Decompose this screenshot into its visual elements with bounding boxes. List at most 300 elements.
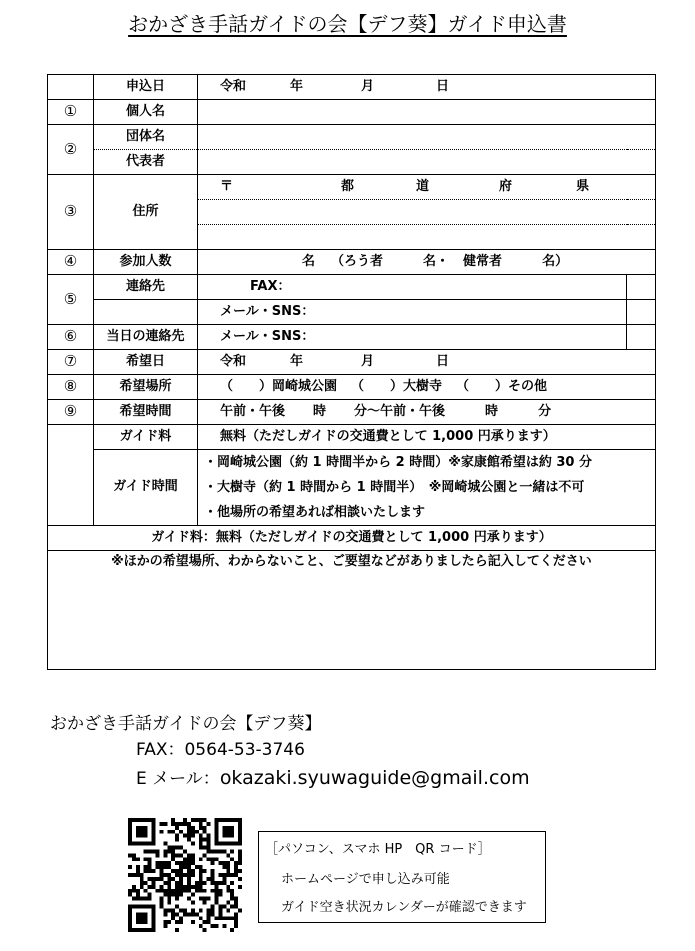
qr-module <box>163 861 167 865</box>
qr-module <box>179 846 183 850</box>
qr-module <box>167 885 171 889</box>
qr-module <box>183 857 187 861</box>
qr-module <box>152 849 156 853</box>
row-desired-time: ⑨ 希望時間 午前・午後 時 分～午前・午後 時 分 <box>48 400 656 425</box>
qr-module <box>195 912 199 916</box>
row-guide-time <box>48 450 656 526</box>
qr-module <box>222 877 226 881</box>
field-desired-place[interactable]: （ ）岡崎城公園 （ ）大樹寺 （ ）その他 <box>198 375 656 400</box>
qr-module <box>183 865 187 869</box>
qr-module <box>144 865 148 869</box>
qr-module <box>159 897 163 901</box>
qr-module <box>179 908 183 912</box>
qr-module <box>132 873 136 877</box>
qr-module <box>159 904 163 908</box>
qr-module <box>195 881 199 885</box>
field-day-contact[interactable]: メール・SNS： <box>198 325 627 350</box>
qr-module <box>199 881 203 885</box>
qr-module <box>234 916 238 920</box>
qr-module <box>199 857 203 861</box>
qr-module <box>195 818 199 822</box>
qr-code-icon[interactable] <box>128 818 242 932</box>
qr-module <box>218 873 222 877</box>
row-representative <box>48 150 656 175</box>
qr-module <box>128 893 132 897</box>
qr-module <box>183 818 187 822</box>
qr-module <box>136 893 140 897</box>
qr-module <box>230 928 234 932</box>
qr-module <box>195 865 199 869</box>
guide-time-other: ・他場所の希望あれば相談いたします <box>204 505 426 520</box>
qr-module <box>163 853 167 857</box>
qr-module <box>222 924 226 928</box>
qr-module <box>211 881 215 885</box>
qr-module <box>128 853 132 857</box>
qr-module <box>191 893 195 897</box>
row-desired-place: ⑧ 希望場所 （ ）岡崎城公園 （ ）大樹寺 （ ）その他 <box>48 375 656 400</box>
qr-module <box>148 897 152 901</box>
qr-module <box>183 873 187 877</box>
qr-module <box>203 818 207 822</box>
qr-module <box>207 842 211 846</box>
qr-module <box>199 924 203 928</box>
qr-module <box>175 846 179 850</box>
label-participants: 参加人数 <box>94 250 198 275</box>
row-address-1: ③ 住所 〒 都 道 府 県 <box>48 175 656 200</box>
qr-module <box>203 830 207 834</box>
qr-module <box>179 865 183 869</box>
qr-module <box>163 873 167 877</box>
field-contact-mail[interactable]: メール・SNS： <box>198 300 627 325</box>
qr-module <box>199 877 203 881</box>
notes-field[interactable] <box>48 551 656 670</box>
qr-module <box>222 865 226 869</box>
qr-module <box>171 846 175 850</box>
qr-module <box>148 885 152 889</box>
qr-module <box>234 897 238 901</box>
qr-module <box>163 924 167 928</box>
qr-module <box>191 830 195 834</box>
field-representative[interactable] <box>198 150 656 175</box>
qr-module <box>230 857 234 861</box>
qr-module <box>195 889 199 893</box>
qr-module <box>222 916 226 920</box>
qr-module <box>183 885 187 889</box>
qr-module <box>218 916 222 920</box>
qr-module <box>226 853 230 857</box>
qr-module <box>226 908 230 912</box>
field-address-line-2[interactable] <box>198 200 656 225</box>
qr-module <box>203 826 207 830</box>
qr-module <box>226 885 230 889</box>
qr-module <box>156 865 160 869</box>
qr-module <box>187 869 191 873</box>
qr-module <box>175 838 179 842</box>
qr-module <box>159 822 163 826</box>
qr-module <box>191 912 195 916</box>
field-desired-time[interactable]: 午前・午後 時 分～午前・午後 時 分 <box>198 400 656 425</box>
qr-module <box>199 897 203 901</box>
footer-fax: FAX：0564-53-3746 <box>136 740 305 760</box>
qr-module <box>175 928 179 932</box>
qr-module <box>175 873 179 877</box>
qr-module <box>144 889 148 893</box>
qr-module <box>152 877 156 881</box>
label-representative: 代表者 <box>94 150 198 175</box>
qr-module <box>207 908 211 912</box>
qr-module <box>167 881 171 885</box>
qr-module <box>230 873 234 877</box>
qr-module <box>171 916 175 920</box>
label-personal-name: 個人名 <box>94 100 198 125</box>
qr-module <box>211 877 215 881</box>
qr-module <box>203 869 207 873</box>
qr-module <box>132 889 136 893</box>
qr-module <box>207 846 211 850</box>
row-contact-mail <box>48 300 656 325</box>
label-contact: 連絡先 <box>94 275 198 300</box>
label-application-date: 申込日 <box>94 75 198 100</box>
qr-module <box>167 893 171 897</box>
qr-module <box>140 877 144 881</box>
qr-module <box>179 889 183 893</box>
qr-module <box>171 818 175 822</box>
qr-module <box>163 908 167 912</box>
qr-module <box>234 873 238 877</box>
qr-module <box>163 889 167 893</box>
qr-module <box>199 869 203 873</box>
qr-module <box>179 861 183 865</box>
label-guide-fee: ガイド料 <box>94 425 198 450</box>
qr-module <box>183 908 187 912</box>
qr-module <box>234 861 238 865</box>
qr-module <box>214 881 218 885</box>
qr-module <box>203 901 207 905</box>
qr-module <box>191 869 195 873</box>
qr-module <box>214 916 218 920</box>
notes-instruction: ※ほかの希望場所、わからないこと、ご要望などがありましたら記入してください <box>111 554 592 569</box>
field-contact-fax[interactable]: FAX： <box>198 275 627 300</box>
qr-module <box>230 881 234 885</box>
footer-email-address[interactable]: okazaki.syuwaguide@gmail.com <box>219 767 530 789</box>
qr-module <box>187 865 191 869</box>
qr-module <box>159 877 163 881</box>
guide-fee-summary: ガイド料：無料（ただしガイドの交通費として 1,000 円承ります） <box>48 526 656 551</box>
qr-module <box>175 920 179 924</box>
qr-module <box>191 861 195 865</box>
qr-module <box>144 857 148 861</box>
qr-module <box>167 865 171 869</box>
qr-module <box>171 908 175 912</box>
qr-module <box>187 912 191 916</box>
qr-module <box>218 912 222 916</box>
qr-module <box>132 885 136 889</box>
row-application-date <box>48 75 656 100</box>
qr-module <box>238 853 242 857</box>
qr-module <box>187 877 191 881</box>
qr-module <box>187 861 191 865</box>
qr-module <box>167 877 171 881</box>
qr-module <box>207 877 211 881</box>
qr-module <box>199 838 203 842</box>
guide-time-okazaki: ・岡崎城公園（約 1 時間半から 2 時間）※家康館希望は約 30 分 <box>204 455 592 470</box>
qr-module <box>234 869 238 873</box>
qr-module <box>211 849 215 853</box>
qr-module <box>238 861 242 865</box>
qr-module <box>171 830 175 834</box>
qr-module <box>159 889 163 893</box>
qr-module <box>171 869 175 873</box>
qr-module <box>226 901 230 905</box>
label-desired-date: 希望日 <box>94 350 198 375</box>
qr-module <box>179 885 183 889</box>
qr-module <box>144 881 148 885</box>
qr-module <box>199 916 203 920</box>
field-personal-name[interactable] <box>198 100 656 125</box>
qr-module <box>214 924 218 928</box>
qr-module <box>199 818 203 822</box>
qr-module <box>199 873 203 877</box>
qr-module <box>207 897 211 901</box>
qr-module <box>187 834 191 838</box>
qr-module <box>136 873 140 877</box>
qr-info-box <box>258 831 546 923</box>
qr-module <box>171 849 175 853</box>
qr-module <box>230 849 234 853</box>
qr-module <box>140 885 144 889</box>
row-participants: ④ 参加人数 名 （ろう者 名・ 健常者 名） <box>48 250 656 275</box>
qr-module <box>211 904 215 908</box>
qr-module <box>175 869 179 873</box>
qr-module <box>136 889 140 893</box>
qr-module <box>179 877 183 881</box>
qr-module <box>187 838 191 842</box>
qr-module <box>214 901 218 905</box>
qr-module <box>222 861 226 865</box>
qr-module <box>199 834 203 838</box>
qr-module <box>214 889 218 893</box>
qr-module <box>203 853 207 857</box>
qr-module <box>128 865 132 869</box>
qr-module <box>218 893 222 897</box>
qr-module <box>218 889 222 893</box>
qr-module <box>214 897 218 901</box>
qr-module <box>163 849 167 853</box>
qr-module <box>163 881 167 885</box>
qr-module <box>179 853 183 857</box>
qr-module <box>187 857 191 861</box>
qr-module <box>199 826 203 830</box>
qr-module <box>238 869 242 873</box>
qr-module <box>167 846 171 850</box>
qr-module <box>226 869 230 873</box>
qr-module <box>144 849 148 853</box>
qr-module <box>207 834 211 838</box>
qr-module <box>226 865 230 869</box>
qr-module <box>191 826 195 830</box>
qr-module <box>207 912 211 916</box>
qr-module <box>140 873 144 877</box>
qr-module <box>167 889 171 893</box>
qr-module <box>187 822 191 826</box>
qr-module <box>179 881 183 885</box>
row-group-name: ② 団体名 <box>48 125 656 150</box>
qr-module <box>183 822 187 826</box>
qr-module <box>222 849 226 853</box>
qr-module <box>226 861 230 865</box>
qr-module <box>175 834 179 838</box>
qr-module <box>234 912 238 916</box>
qr-module <box>152 869 156 873</box>
row-notes <box>48 551 656 670</box>
qr-info-title: ［パソコン、スマホ HP QR コード］ <box>265 842 491 857</box>
qr-module <box>167 897 171 901</box>
qr-info-line-1: ホームページで申し込み可能 <box>281 872 450 887</box>
qr-module <box>156 877 160 881</box>
guide-time-daijuji: ・大樹寺（約 1 時間から 1 時間半） ※岡崎城公園と一緒は不可 <box>204 480 585 495</box>
qr-module <box>175 904 179 908</box>
qr-module <box>175 826 179 830</box>
qr-module <box>199 885 203 889</box>
qr-module <box>211 857 215 861</box>
qr-module <box>179 920 183 924</box>
qr-module <box>175 881 179 885</box>
qr-module <box>187 889 191 893</box>
qr-module <box>136 865 140 869</box>
qr-module <box>179 873 183 877</box>
qr-module <box>203 881 207 885</box>
qr-module <box>191 908 195 912</box>
qr-module <box>203 928 207 932</box>
qr-module <box>226 873 230 877</box>
qr-module <box>222 881 226 885</box>
qr-module <box>144 869 148 873</box>
qr-module <box>156 849 160 853</box>
qr-module <box>136 897 140 901</box>
qr-module <box>230 904 234 908</box>
qr-module <box>136 869 140 873</box>
label-address: 住所 <box>94 175 198 250</box>
qr-module <box>199 846 203 850</box>
qr-module <box>167 873 171 877</box>
qr-module <box>230 889 234 893</box>
qr-module <box>171 912 175 916</box>
qr-module <box>191 818 195 822</box>
label-desired-place: 希望場所 <box>94 375 198 400</box>
qr-module <box>144 897 148 901</box>
row-guide-fee-summary <box>48 526 656 551</box>
qr-module <box>234 904 238 908</box>
qr-module <box>148 857 152 861</box>
qr-module <box>218 849 222 853</box>
qr-module <box>207 822 211 826</box>
footer-org-name: おかざき手話ガイドの会【デフ葵】 <box>50 714 322 734</box>
qr-module <box>238 849 242 853</box>
qr-module <box>195 830 199 834</box>
qr-module <box>156 853 160 857</box>
qr-module <box>163 842 167 846</box>
qr-module <box>207 857 211 861</box>
qr-module <box>167 908 171 912</box>
field-address-prefecture[interactable]: 〒 都 道 府 県 <box>198 175 656 200</box>
qr-module <box>187 881 191 885</box>
qr-module <box>191 885 195 889</box>
qr-module <box>187 826 191 830</box>
application-form-table <box>47 74 656 670</box>
qr-module <box>234 865 238 869</box>
qr-module <box>230 897 234 901</box>
field-participants[interactable]: 名 （ろう者 名・ 健常者 名） <box>198 250 656 275</box>
qr-module <box>226 916 230 920</box>
qr-module <box>230 893 234 897</box>
row-personal-name: ① 個人名 <box>48 100 656 125</box>
qr-module <box>132 857 136 861</box>
field-application-date[interactable]: 令和 年 月 日 <box>198 75 656 100</box>
qr-module <box>152 881 156 885</box>
qr-module <box>179 869 183 873</box>
qr-module <box>187 853 191 857</box>
qr-module <box>187 897 191 901</box>
qr-module <box>156 861 160 865</box>
label-day-contact: 当日の連絡先 <box>94 325 198 350</box>
qr-module <box>132 897 136 901</box>
qr-module <box>211 912 215 916</box>
qr-module <box>159 873 163 877</box>
qr-module <box>128 889 132 893</box>
field-address-line-3[interactable] <box>198 225 656 250</box>
qr-module <box>159 869 163 873</box>
label-guide-time: ガイド時間 <box>94 450 198 526</box>
field-desired-date[interactable]: 令和 年 月 日 <box>198 350 656 375</box>
qr-module <box>156 889 160 893</box>
qr-module <box>214 893 218 897</box>
qr-module <box>234 901 238 905</box>
qr-module <box>211 873 215 877</box>
qr-module <box>167 901 171 905</box>
qr-module <box>211 908 215 912</box>
qr-module <box>148 877 152 881</box>
qr-module <box>183 889 187 893</box>
qr-module <box>163 865 167 869</box>
qr-module <box>203 920 207 924</box>
qr-module <box>211 924 215 928</box>
qr-module <box>214 885 218 889</box>
qr-module <box>148 861 152 865</box>
qr-module <box>183 861 187 865</box>
qr-module <box>199 822 203 826</box>
qr-module <box>230 916 234 920</box>
qr-module <box>234 920 238 924</box>
qr-module <box>175 912 179 916</box>
qr-module <box>136 857 140 861</box>
guide-fee-value: 無料（ただしガイドの交通費として 1,000 円承ります） <box>198 425 656 450</box>
qr-module <box>183 849 187 853</box>
qr-module <box>175 897 179 901</box>
footer-email: E メール：okazaki.syuwaguide@gmail.com <box>136 767 530 789</box>
qr-module <box>199 889 203 893</box>
qr-module <box>214 849 218 853</box>
qr-module <box>207 916 211 920</box>
qr-module <box>179 822 183 826</box>
qr-module <box>191 901 195 905</box>
qr-module <box>238 885 242 889</box>
qr-module <box>218 861 222 865</box>
field-group-name[interactable] <box>198 125 656 150</box>
qr-module <box>132 853 136 857</box>
qr-module <box>171 893 175 897</box>
qr-module <box>187 873 191 877</box>
qr-module <box>203 897 207 901</box>
